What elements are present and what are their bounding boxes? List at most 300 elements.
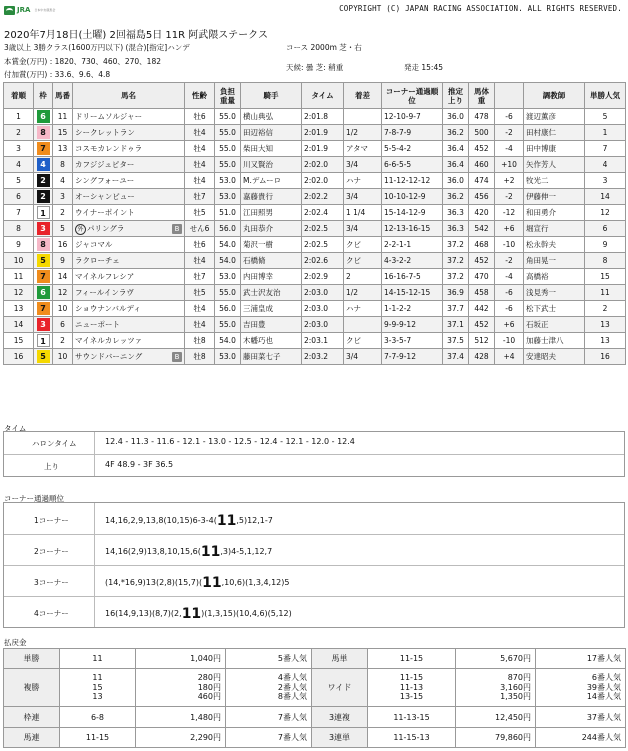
diff-cell: -6 xyxy=(495,301,524,317)
diff-cell: +10 xyxy=(495,157,524,173)
result-row xyxy=(4,157,626,173)
corner-cell: 1-1-2-2 xyxy=(382,301,443,317)
corner-order-text: (14,*16,9)13(2,8)(15,7)( xyxy=(105,578,203,587)
horse-name xyxy=(73,157,185,173)
time-cell: 2:02.5 xyxy=(302,237,344,253)
logo-subtext: 日本中央競馬会 xyxy=(34,7,56,12)
sanrentan-popularity: 244番人気 xyxy=(536,728,626,748)
column-header: 馬番 xyxy=(53,83,73,109)
wide-amounts: 870円 3,160円 1,350円 xyxy=(456,669,536,707)
winner-highlight: 11 xyxy=(200,544,221,560)
corner-cell: 3-3-5-7 xyxy=(382,333,443,349)
agari-label: 上り xyxy=(44,462,59,471)
corner-label: 2コーナー xyxy=(34,547,69,556)
trainer-cell[interactable]: 堀宣行 xyxy=(524,221,585,237)
wide-popularity: 6番人気 39番人気 14番人気 xyxy=(536,669,626,707)
horse-name xyxy=(73,109,185,125)
horse-name xyxy=(73,333,185,349)
wt-cell: 53.0 xyxy=(215,349,241,365)
waku-cell xyxy=(34,157,53,173)
results-header-row xyxy=(4,83,626,109)
pop-cell: 13 xyxy=(585,333,626,349)
diff-cell: -12 xyxy=(495,205,524,221)
diff-cell: +6 xyxy=(495,221,524,237)
diff-cell: -6 xyxy=(495,109,524,125)
umatan-num: 11-15 xyxy=(368,649,456,669)
horse-name xyxy=(73,285,185,301)
last-cell: 37.4 xyxy=(443,349,469,365)
race-title: 2020年7月18日(土曜) 2回福島5日 11R 阿武隈ステークス xyxy=(4,30,268,41)
pos-cell: 7 xyxy=(4,205,34,221)
corner-order xyxy=(105,606,292,622)
waku-cell xyxy=(34,221,53,237)
margin-cell xyxy=(344,317,382,333)
corner-order xyxy=(105,575,289,591)
horse-name-text[interactable]: ショウナンバルディ xyxy=(75,304,141,313)
wide-label: ワイド xyxy=(312,669,368,707)
sa-cell: 牡8 xyxy=(185,349,215,365)
result-row xyxy=(4,317,626,333)
waku-cell xyxy=(34,205,53,221)
waku-cell xyxy=(34,333,53,349)
column-header: タイム xyxy=(302,83,344,109)
wt-cell: 55.0 xyxy=(215,317,241,333)
sa-cell: 牡8 xyxy=(185,333,215,349)
pos-cell: 12 xyxy=(4,285,34,301)
trainer-cell[interactable]: 矢作芳人 xyxy=(524,157,585,173)
margin-cell: 3/4 xyxy=(344,221,382,237)
bw-cell: 428 xyxy=(469,349,495,365)
last-cell: 37.2 xyxy=(443,269,469,285)
last-cell: 37.2 xyxy=(443,237,469,253)
time-cell: 2:03.0 xyxy=(302,285,344,301)
sa-cell: せん6 xyxy=(185,221,215,237)
sanrenpuku-popularity: 37番人気 xyxy=(536,707,626,728)
sa-cell: 牡6 xyxy=(185,237,215,253)
waku-cell xyxy=(34,301,53,317)
waku-cell xyxy=(34,173,53,189)
foreign-mark-icon: 外 xyxy=(75,224,86,235)
umatan-label: 馬単 xyxy=(312,649,368,669)
jockey-cell[interactable]: 江田照男 xyxy=(241,205,302,221)
column-header: 負担重量 xyxy=(215,83,241,109)
horse-name xyxy=(73,173,185,189)
diff-cell: -2 xyxy=(495,189,524,205)
time-cell: 2:03.2 xyxy=(302,349,344,365)
corner-order-text: )(1,3,15)(10,4,6)(5,12) xyxy=(201,609,292,618)
waku-badge: 7 xyxy=(37,270,50,283)
last-cell: 36.0 xyxy=(443,173,469,189)
sa-cell: 牡6 xyxy=(185,109,215,125)
result-row xyxy=(4,237,626,253)
time-section-label: タイム xyxy=(4,424,27,433)
horse-name xyxy=(73,301,185,317)
jockey-cell[interactable]: 武士沢友治 xyxy=(241,285,302,301)
jockey-cell[interactable]: 菊沢一樹 xyxy=(241,237,302,253)
num-cell: 8 xyxy=(53,157,73,173)
bw-cell: 542 xyxy=(469,221,495,237)
jockey-cell[interactable]: 木幡巧也 xyxy=(241,333,302,349)
last-cell: 37.5 xyxy=(443,333,469,349)
bw-cell: 458 xyxy=(469,285,495,301)
pop-cell: 15 xyxy=(585,269,626,285)
trainer-cell[interactable]: 伊藤伸一 xyxy=(524,189,585,205)
margin-cell: ハナ xyxy=(344,301,382,317)
course-info: コース 2000m 芝・右 xyxy=(286,43,362,52)
last-cell: 36.4 xyxy=(443,157,469,173)
waku-cell xyxy=(34,317,53,333)
jockey-cell[interactable]: 横山典弘 xyxy=(241,109,302,125)
umaren-num: 11-15 xyxy=(60,728,136,748)
sanrentan-label: 3連単 xyxy=(312,728,368,748)
pop-cell: 13 xyxy=(585,317,626,333)
wakuren-amount: 1,480円 xyxy=(136,707,226,728)
pos-cell: 3 xyxy=(4,141,34,157)
logo-text: JRA xyxy=(17,6,31,14)
pop-cell: 11 xyxy=(585,285,626,301)
bw-cell: 478 xyxy=(469,109,495,125)
wakuren-label: 枠連 xyxy=(4,707,60,728)
corner-cell: 16-16-7-5 xyxy=(382,269,443,285)
wide-nums: 11-15 11-13 13-15 xyxy=(368,669,456,707)
pos-cell: 4 xyxy=(4,157,34,173)
column-header: 馬体重 xyxy=(469,83,495,109)
trainer-cell[interactable]: 高橋裕 xyxy=(524,269,585,285)
bw-cell: 460 xyxy=(469,157,495,173)
pos-cell: 8 xyxy=(4,221,34,237)
pos-cell: 14 xyxy=(4,317,34,333)
time-cell: 2:02.0 xyxy=(302,157,344,173)
bw-cell: 456 xyxy=(469,189,495,205)
horse-name-text[interactable]: カフジジュピター xyxy=(75,160,135,169)
fukusho-popularity: 4番人気 2番人気 8番人気 xyxy=(226,669,312,707)
added-prize: 付加賞(万円) : 33.6、9.6、4.8 xyxy=(4,70,111,79)
horse-name-text[interactable]: ジャコマル xyxy=(75,240,113,249)
margin-cell: クビ xyxy=(344,253,382,269)
waku-cell xyxy=(34,269,53,285)
wt-cell: 55.0 xyxy=(215,109,241,125)
horse-name xyxy=(73,349,185,365)
fukusho-nums: 11 15 13 xyxy=(60,669,136,707)
horse-name xyxy=(73,317,185,333)
horse-name-text[interactable]: パリングラ xyxy=(87,223,125,233)
waku-cell xyxy=(34,253,53,269)
corner-order xyxy=(105,544,272,560)
result-row xyxy=(4,285,626,301)
jockey-cell[interactable]: 藤田菜七子 xyxy=(241,349,302,365)
margin-cell: 1/2 xyxy=(344,125,382,141)
trainer-cell[interactable]: 石坂正 xyxy=(524,317,585,333)
result-row xyxy=(4,333,626,349)
trainer-cell[interactable]: 渡辺薫彦 xyxy=(524,109,585,125)
time-cell: 2:02.2 xyxy=(302,189,344,205)
umaren-popularity: 7番人気 xyxy=(226,728,312,748)
result-row xyxy=(4,253,626,269)
result-row xyxy=(4,189,626,205)
waku-badge: 5 xyxy=(37,350,50,363)
pos-cell: 10 xyxy=(4,253,34,269)
sa-cell: 牡7 xyxy=(185,269,215,285)
wakuren-popularity: 7番人気 xyxy=(226,707,312,728)
waku-cell xyxy=(34,285,53,301)
time-cell: 2:02.6 xyxy=(302,253,344,269)
time-cell: 2:01.8 xyxy=(302,109,344,125)
trainer-cell[interactable]: 加藤士津八 xyxy=(524,333,585,349)
horse-name-text[interactable]: ニューポート xyxy=(75,320,120,329)
wt-cell: 55.0 xyxy=(215,157,241,173)
sa-cell: 牡4 xyxy=(185,317,215,333)
jockey-cell[interactable]: 川又賢治 xyxy=(241,157,302,173)
margin-cell: アタマ xyxy=(344,141,382,157)
horse-name-text[interactable]: マイネルフレシア xyxy=(75,272,135,281)
column-header: 騎手 xyxy=(241,83,302,109)
result-row xyxy=(4,269,626,285)
copyright-notice: COPYRIGHT (C) JAPAN RACING ASSOCIATION. ALL RIGHTS RESERVED. xyxy=(339,4,622,13)
horse-name xyxy=(73,253,185,269)
waku-badge: 2 xyxy=(37,190,50,203)
jockey-cell[interactable]: M.デムーロ xyxy=(241,173,302,189)
waku-cell xyxy=(34,125,53,141)
umaren-label: 馬連 xyxy=(4,728,60,748)
waku-badge: 3 xyxy=(37,222,50,235)
jockey-cell[interactable]: 嘉藤貴行 xyxy=(241,189,302,205)
pos-cell: 11 xyxy=(4,269,34,285)
result-row xyxy=(4,349,626,365)
column-header: 推定上り xyxy=(443,83,469,109)
jockey-cell[interactable]: 三浦皇成 xyxy=(241,301,302,317)
horse-name xyxy=(73,189,185,205)
pop-cell: 8 xyxy=(585,253,626,269)
column-header: 性齢 xyxy=(185,83,215,109)
column-header: 調教師 xyxy=(524,83,585,109)
horse-name-text[interactable]: マイネルカレッツァ xyxy=(75,336,143,345)
waku-badge: 2 xyxy=(37,174,50,187)
halon-label: ハロンタイム xyxy=(32,439,77,448)
wt-cell: 53.0 xyxy=(215,189,241,205)
num-cell: 14 xyxy=(53,269,73,285)
pop-cell: 3 xyxy=(585,173,626,189)
pos-cell: 5 xyxy=(4,173,34,189)
fukusho-amounts: 280円 180円 460円 xyxy=(136,669,226,707)
horse-name-text[interactable]: オーシャンビュー xyxy=(75,192,135,201)
horse-name-text[interactable]: ドリームソルジャー xyxy=(75,112,143,121)
jockey-cell[interactable]: 内田博幸 xyxy=(241,269,302,285)
sanrenpuku-label: 3連複 xyxy=(312,707,368,728)
umatan-popularity: 17番人気 xyxy=(536,649,626,669)
sanrentan-amount: 79,860円 xyxy=(456,728,536,748)
last-cell: 37.2 xyxy=(443,253,469,269)
trainer-cell[interactable]: 角田晃一 xyxy=(524,253,585,269)
top-bar xyxy=(0,0,628,20)
corner-order-text: ,10,6)(1,3,4,12)5 xyxy=(221,578,290,587)
result-row xyxy=(4,173,626,189)
sa-cell: 牡4 xyxy=(185,141,215,157)
bw-cell: 500 xyxy=(469,125,495,141)
bw-cell: 468 xyxy=(469,237,495,253)
diff-cell: -4 xyxy=(495,269,524,285)
column-header: 着順 xyxy=(4,83,34,109)
horse-name xyxy=(73,205,185,221)
horse-name-text[interactable]: シングフォーユー xyxy=(75,176,135,185)
tansho-amount: 1,040円 xyxy=(136,649,226,669)
num-cell: 13 xyxy=(53,141,73,157)
post-time: 発走 15:45 xyxy=(404,63,443,72)
wt-cell: 56.0 xyxy=(215,221,241,237)
horse-name-text[interactable]: ウイナーポイント xyxy=(75,208,135,217)
column-header: コーナー通過順位 xyxy=(382,83,443,109)
corner-order xyxy=(105,513,273,529)
jockey-cell[interactable]: 吉田豊 xyxy=(241,317,302,333)
pos-cell: 16 xyxy=(4,349,34,365)
pos-cell: 15 xyxy=(4,333,34,349)
bw-cell: 452 xyxy=(469,141,495,157)
bw-cell: 474 xyxy=(469,173,495,189)
diff-cell: -2 xyxy=(495,253,524,269)
corner-cell: 12-13-16-15 xyxy=(382,221,443,237)
sa-cell: 牡4 xyxy=(185,125,215,141)
horse-name xyxy=(73,237,185,253)
results-table xyxy=(3,82,626,365)
corner-cell: 5-5-4-2 xyxy=(382,141,443,157)
trainer-cell[interactable]: 田中博康 xyxy=(524,141,585,157)
waku-cell xyxy=(34,141,53,157)
trainer-cell[interactable]: 浅見秀一 xyxy=(524,285,585,301)
diff-cell: -2 xyxy=(495,125,524,141)
corner-cell: 15-14-12-9 xyxy=(382,205,443,221)
jockey-cell[interactable]: 石橋脩 xyxy=(241,253,302,269)
time-cell: 2:01.9 xyxy=(302,141,344,157)
wt-cell: 56.0 xyxy=(215,301,241,317)
time-cell: 2:02.9 xyxy=(302,269,344,285)
margin-cell: 3/4 xyxy=(344,189,382,205)
wt-cell: 55.0 xyxy=(215,125,241,141)
horse-name-text[interactable]: コスモカレンドゥラ xyxy=(75,144,143,153)
fukusho-label: 複勝 xyxy=(4,669,60,707)
horse-name-text[interactable]: シークレットラン xyxy=(75,128,135,137)
waku-cell xyxy=(34,189,53,205)
diff-cell: -6 xyxy=(495,285,524,301)
num-cell: 10 xyxy=(53,349,73,365)
corner-section-label: コーナー通過順位 xyxy=(4,494,64,503)
num-cell: 10 xyxy=(53,301,73,317)
tansho-num: 11 xyxy=(60,649,136,669)
time-cell: 2:02.0 xyxy=(302,173,344,189)
margin-cell: クビ xyxy=(344,333,382,349)
num-cell: 12 xyxy=(53,285,73,301)
num-cell: 11 xyxy=(53,109,73,125)
column-header xyxy=(495,83,524,109)
time-cell: 2:03.1 xyxy=(302,333,344,349)
corner-order-text: ,3)4-5,1,12,7 xyxy=(220,547,273,556)
margin-cell: 3/4 xyxy=(344,349,382,365)
corner-cell: 7-8-7-9 xyxy=(382,125,443,141)
corner-cell: 12-10-9-7 xyxy=(382,109,443,125)
diff-cell: +6 xyxy=(495,317,524,333)
horseshoe-icon xyxy=(4,6,15,15)
last-cell: 36.3 xyxy=(443,221,469,237)
pos-cell: 13 xyxy=(4,301,34,317)
corner-cell: 11-12-12-12 xyxy=(382,173,443,189)
corner-label: 3コーナー xyxy=(34,578,69,587)
wt-cell: 54.0 xyxy=(215,237,241,253)
agari-times: 4F 48.9 - 3F 36.5 xyxy=(105,460,174,469)
bw-cell: 470 xyxy=(469,269,495,285)
trainer-cell[interactable]: 松下武士 xyxy=(524,301,585,317)
margin-cell: クビ xyxy=(344,237,382,253)
weather-info: 天候: 曇 芝: 稍重 xyxy=(286,63,344,72)
wakuren-num: 6-8 xyxy=(60,707,136,728)
wt-cell: 55.0 xyxy=(215,285,241,301)
horse-name-text[interactable]: ラクローチェ xyxy=(75,256,120,265)
num-cell: 16 xyxy=(53,237,73,253)
num-cell: 2 xyxy=(53,333,73,349)
wt-cell: 51.0 xyxy=(215,205,241,221)
winner-highlight: 11 xyxy=(202,575,222,591)
time-cell: 2:03.0 xyxy=(302,317,344,333)
waku-cell xyxy=(34,237,53,253)
result-row xyxy=(4,141,626,157)
corner-cell: 10-10-12-9 xyxy=(382,189,443,205)
trainer-cell[interactable]: 和田勇介 xyxy=(524,205,585,221)
wt-cell: 54.0 xyxy=(215,333,241,349)
sa-cell: 牡4 xyxy=(185,301,215,317)
pop-cell: 7 xyxy=(585,141,626,157)
waku-badge: 1 xyxy=(37,334,50,347)
trainer-cell[interactable]: 松永幹夫 xyxy=(524,237,585,253)
time-cell: 2:02.5 xyxy=(302,221,344,237)
bw-cell: 452 xyxy=(469,317,495,333)
trainer-cell[interactable]: 安達昭夫 xyxy=(524,349,585,365)
last-cell: 36.2 xyxy=(443,125,469,141)
column-header: 馬名 xyxy=(73,83,185,109)
result-row xyxy=(4,109,626,125)
diff-cell: +4 xyxy=(495,349,524,365)
jockey-cell[interactable]: 田辺裕信 xyxy=(241,125,302,141)
pop-cell: 6 xyxy=(585,221,626,237)
waku-badge: 7 xyxy=(37,142,50,155)
last-cell: 37.1 xyxy=(443,317,469,333)
horse-name-text[interactable]: サウンドバーニング xyxy=(75,352,143,361)
sanrenpuku-num: 11-13-15 xyxy=(368,707,456,728)
jra-logo xyxy=(4,3,58,17)
horse-name xyxy=(73,221,185,237)
jockey-cell[interactable]: 柴田大知 xyxy=(241,141,302,157)
waku-cell xyxy=(34,109,53,125)
sa-cell: 牡4 xyxy=(185,253,215,269)
blinker-icon: B xyxy=(172,224,182,234)
horse-name xyxy=(73,125,185,141)
num-cell: 4 xyxy=(53,173,73,189)
jockey-cell[interactable]: 丸田恭介 xyxy=(241,221,302,237)
time-cell: 2:01.9 xyxy=(302,125,344,141)
corner-cell: 7-7-9-12 xyxy=(382,349,443,365)
horse-name-text[interactable]: フィールインラヴ xyxy=(75,288,134,297)
trainer-cell[interactable]: 田村康仁 xyxy=(524,125,585,141)
trainer-cell[interactable]: 牧光二 xyxy=(524,173,585,189)
waku-cell xyxy=(34,349,53,365)
pop-cell: 12 xyxy=(585,205,626,221)
diff-cell: +2 xyxy=(495,173,524,189)
waku-badge: 4 xyxy=(37,158,50,171)
margin-cell: 1 1/4 xyxy=(344,205,382,221)
column-header: 枠 xyxy=(34,83,53,109)
sa-cell: 牡5 xyxy=(185,205,215,221)
column-header: 着差 xyxy=(344,83,382,109)
horse-name xyxy=(73,269,185,285)
time-cell: 2:02.4 xyxy=(302,205,344,221)
last-cell: 36.0 xyxy=(443,109,469,125)
pop-cell: 4 xyxy=(585,157,626,173)
